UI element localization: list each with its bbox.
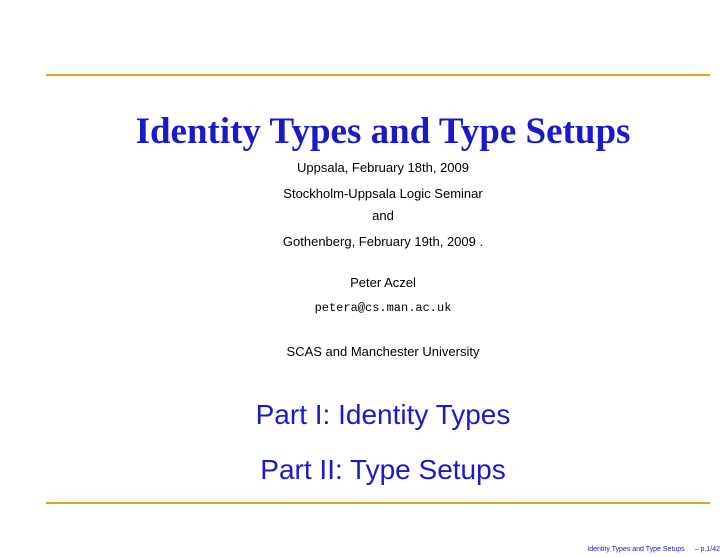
page-number: – p.1/42 xyxy=(694,546,720,553)
author-name: Peter Aczel xyxy=(350,275,416,290)
venue-line-2: Stockholm-Uppsala Logic Seminar xyxy=(283,186,483,201)
author-email: petera@cs.man.ac.uk xyxy=(314,301,452,315)
slide-footer xyxy=(587,546,720,553)
affiliation: SCAS and Manchester University xyxy=(286,344,480,359)
footer-title: Identity Types and Type Setups xyxy=(587,546,685,553)
slide-title: Identity Types and Type Setups xyxy=(135,111,631,152)
top-divider xyxy=(46,74,710,76)
venue-line-4: Gothenberg, February 19th, 2009 . xyxy=(282,234,484,249)
bottom-divider xyxy=(46,502,710,504)
venue-line-1: Uppsala, February 18th, 2009 xyxy=(297,160,469,175)
venue-line-3: and xyxy=(372,208,394,223)
part-two-heading: Part II: Type Setups xyxy=(260,454,506,485)
part-one-heading: Part I: Identity Types xyxy=(255,399,511,430)
